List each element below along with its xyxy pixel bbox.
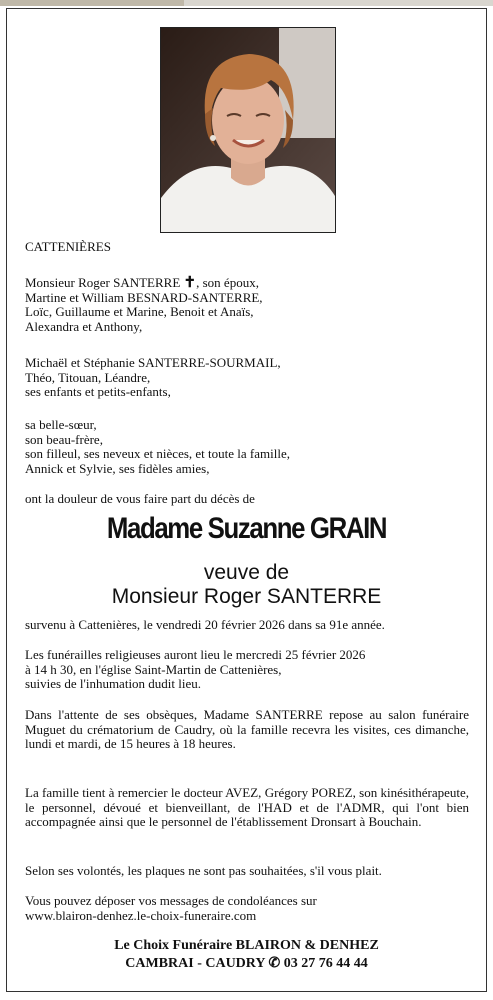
resting-info: Dans l'attente de ses obsèques, Madame SANTERRE repose au salon funéraire Muguet du crématorium de Caudry, où la famille recevra les visites, ces dimanche, lundi et mardi, de 15 heures à 18 heures.: [25, 707, 469, 752]
wishes: Selon ses volontés, les plaques ne sont pas souhaitées, s'il vous plait.: [25, 863, 382, 878]
funeral-line: suivies de l'inhumation dudit lieu.: [25, 676, 202, 692]
thanks-paragraph: La famille tient à remercier le docteur AVEZ, Grégory POREZ, son kinésithérapeute, le personnel, dévoué et bienveillant, de l'HAD et de l'ADMR, qui l'ont bien accompagnée ainsi que le personnel de l'établissement Dronsart à Bouchain.: [25, 785, 469, 830]
family-line: Monsieur Roger SANTERRE ✝, son époux,: [25, 275, 259, 291]
family-group-3: [25, 418, 469, 476]
funeral-info: [25, 648, 469, 692]
family-line: son beau-frère,: [25, 431, 103, 447]
widow-of: [0, 561, 493, 609]
funeral-home-name: Le Choix Funéraire BLAIRON & DENHEZ: [114, 938, 379, 953]
family-line: sa belle-sœur,: [25, 417, 97, 432]
deceased-name: Madame Suzanne GRAIN: [106, 512, 387, 545]
family-line: Annick et Sylvie, ses fidèles amies,: [25, 460, 210, 476]
husband-name: Monsieur Roger SANTERRE: [111, 585, 382, 608]
family-line: Loïc, Guillaume et Marine, Benoit et Anaïs,: [25, 304, 254, 320]
condolences-line: Vous pouvez déposer vos messages de condoléances sur: [25, 893, 317, 908]
condolences: [25, 894, 469, 923]
announcement: ont la douleur de vous faire part du décès de: [25, 491, 255, 506]
family-line: son filleul, ses neveux et nièces, et toute la famille,: [25, 446, 290, 462]
family-group-2: [25, 356, 469, 400]
death-line: survenu à Cattenières, le vendredi 20 février 2026 dans sa 91e année.: [25, 617, 385, 632]
funeral-line: à 14 h 30, en l'église Saint-Martin de Cattenières,: [25, 661, 282, 677]
town-name: CATTENIÈRES: [25, 239, 111, 254]
condolences-url: www.blairon-denhez.le-choix-funeraire.com: [25, 907, 257, 923]
top-band: [0, 0, 493, 6]
family-line: Alexandra et Anthony,: [25, 318, 143, 334]
funeral-home-footer: [0, 937, 493, 973]
family-line: Théo, Titouan, Léandre,: [25, 369, 151, 385]
widow-of-label: veuve de: [203, 561, 290, 584]
cross-icon: ✝: [183, 275, 197, 291]
top-band-tab: [0, 0, 184, 6]
funeral-line: Les funérailles religieuses auront lieu le mercredi 25 février 2026: [25, 647, 366, 662]
family-line: ses enfants et petits-enfants,: [25, 384, 171, 400]
funeral-home-contact: CAMBRAI - CAUDRY ✆ 03 27 76 44 44: [125, 956, 368, 971]
family-line: Martine et William BESNARD-SANTERRE,: [25, 289, 263, 305]
portrait-photo: [160, 27, 336, 233]
family-line: Michaël et Stéphanie SANTERRE-SOURMAIL,: [25, 355, 281, 370]
family-group-1: [25, 276, 469, 334]
